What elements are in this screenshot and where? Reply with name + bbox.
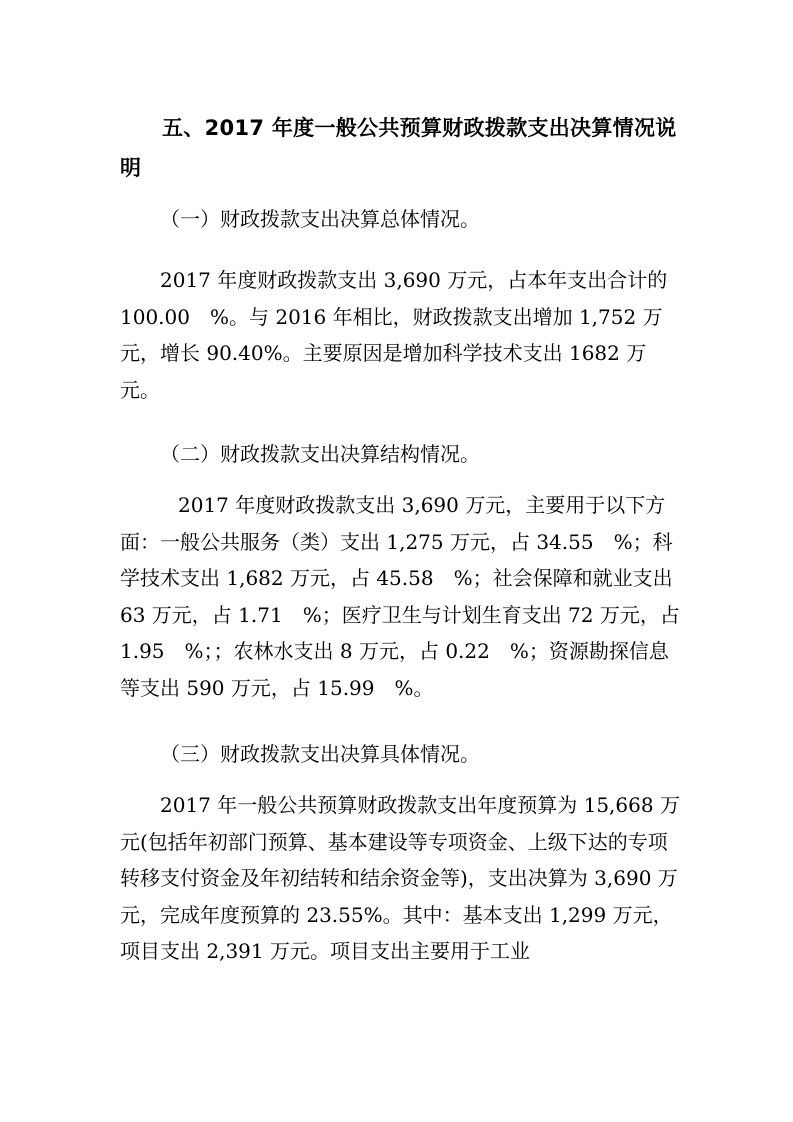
paragraph-structure: 2017 年度财政拨款支出 3,690 万元，主要用于以下方面：一般公共服务（类）支出 1,275 万元，占 34.55 %；科学技术支出 1,682 万元，占 45.58 %；社会保障和就业支出 63 万元，占 1.71 %；医疗卫生与计划生育支出 72 万元，占 1.95 %；；农林水支出 8 万元，占 0.22 %；资源勘探信息等支出 590 万元，占 15.99 %。 [120, 493, 680, 700]
subheading-structure: （二）财政拨款支出决算结构情况。 [160, 442, 480, 466]
subheading-details: （三）财政拨款支出决算具体情况。 [160, 742, 480, 766]
paragraph-overall: 2017 年度财政拨款支出 3,690 万元，占本年支出合计的 100.00 %。与 2016 年相比，财政拨款支出增加 1,752 万元，增长 90.40%。主要原因是增加科学技术支出 1682 万元。 [120, 268, 668, 402]
section-heading: 五、2017 年度一般公共预算财政拨款支出决算情况说明 [120, 116, 677, 180]
subheading-overall: （一）财政拨款支出决算总体情况。 [160, 207, 480, 231]
paragraph-details: 2017 年一般公共预算财政拨款支出年度预算为 15,668 万元(包括年初部门预算、基本建设等专项资金、上级下达的专项转移支付资金及年初结转和结余资金等)，支出决算为 3,690 万元，完成年度预算的 23.55%。其中：基本支出 1,299 万元，项目支出 2,391 万元。项目支出主要用于工业 [120, 793, 680, 963]
